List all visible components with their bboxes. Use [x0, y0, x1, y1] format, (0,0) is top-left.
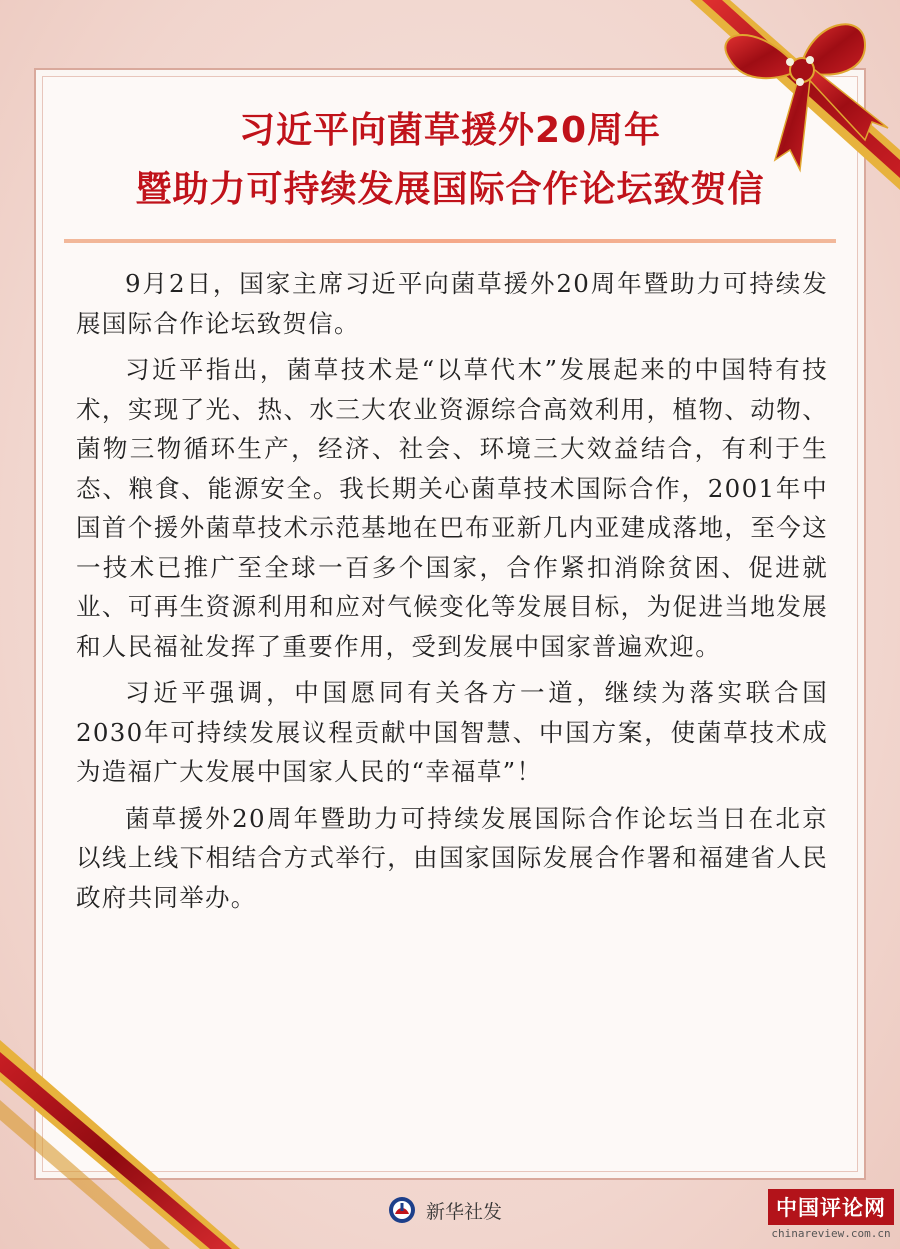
paragraph-1: 9月2日，国家主席习近平向菌草援外20周年暨助力可持续发展国际合作论坛致贺信。: [76, 269, 828, 338]
watermark: [768, 1189, 894, 1241]
title-line-1: 习近平向菌草援外20周年: [238, 110, 662, 151]
title-line-2: 暨助力可持续发展国际合作论坛致贺信: [135, 169, 765, 210]
paragraph-3: 习近平强调，中国愿同有关各方一道，继续为落实联合国2030年可持续发展议程贡献中国智慧、中国方案，使菌草技术成为造福广大发展中国家人民的“幸福草”！: [76, 678, 828, 786]
watermark-url: chinareview.com.cn: [771, 1227, 891, 1240]
source-text: 新华社发: [426, 1200, 503, 1223]
ribbon-corner-icon: [0, 1040, 240, 1249]
xinhua-logo-icon: [388, 1196, 416, 1224]
source-credit: [388, 1193, 502, 1227]
paragraph-4: 菌草援外20周年暨助力可持续发展国际合作论坛当日在北京以线上线下相结合方式举行，由国家国际发展合作署和福建省人民政府共同举办。: [76, 803, 828, 912]
ribbon-bow-icon: [650, 0, 900, 190]
watermark-brand: 中国评论网: [768, 1189, 894, 1225]
paragraph-2: 习近平指出，菌草技术是“以草代木”发展起来的中国特有技术，实现了光、热、水三大农业资源综合高效利用，植物、动物、菌物三物循环生产，经济、社会、环境三大效益结合，有利于生态、粮食、能源安全。我长期关心菌草技术国际合作，2001年中国首个援外菌草技术示范基地在巴布亚新几内亚建成落地，至今这一技术已推广至全球一百多个国家，合作紧扣消除贫困、促进就业、可再生资源利用和应对气候变化等发展目标，为促进当地发展和人民福祉发挥了重要作用，受到发展中国家普遍欢迎。: [76, 355, 828, 661]
title-divider: [64, 239, 836, 243]
article-body: [76, 264, 828, 924]
